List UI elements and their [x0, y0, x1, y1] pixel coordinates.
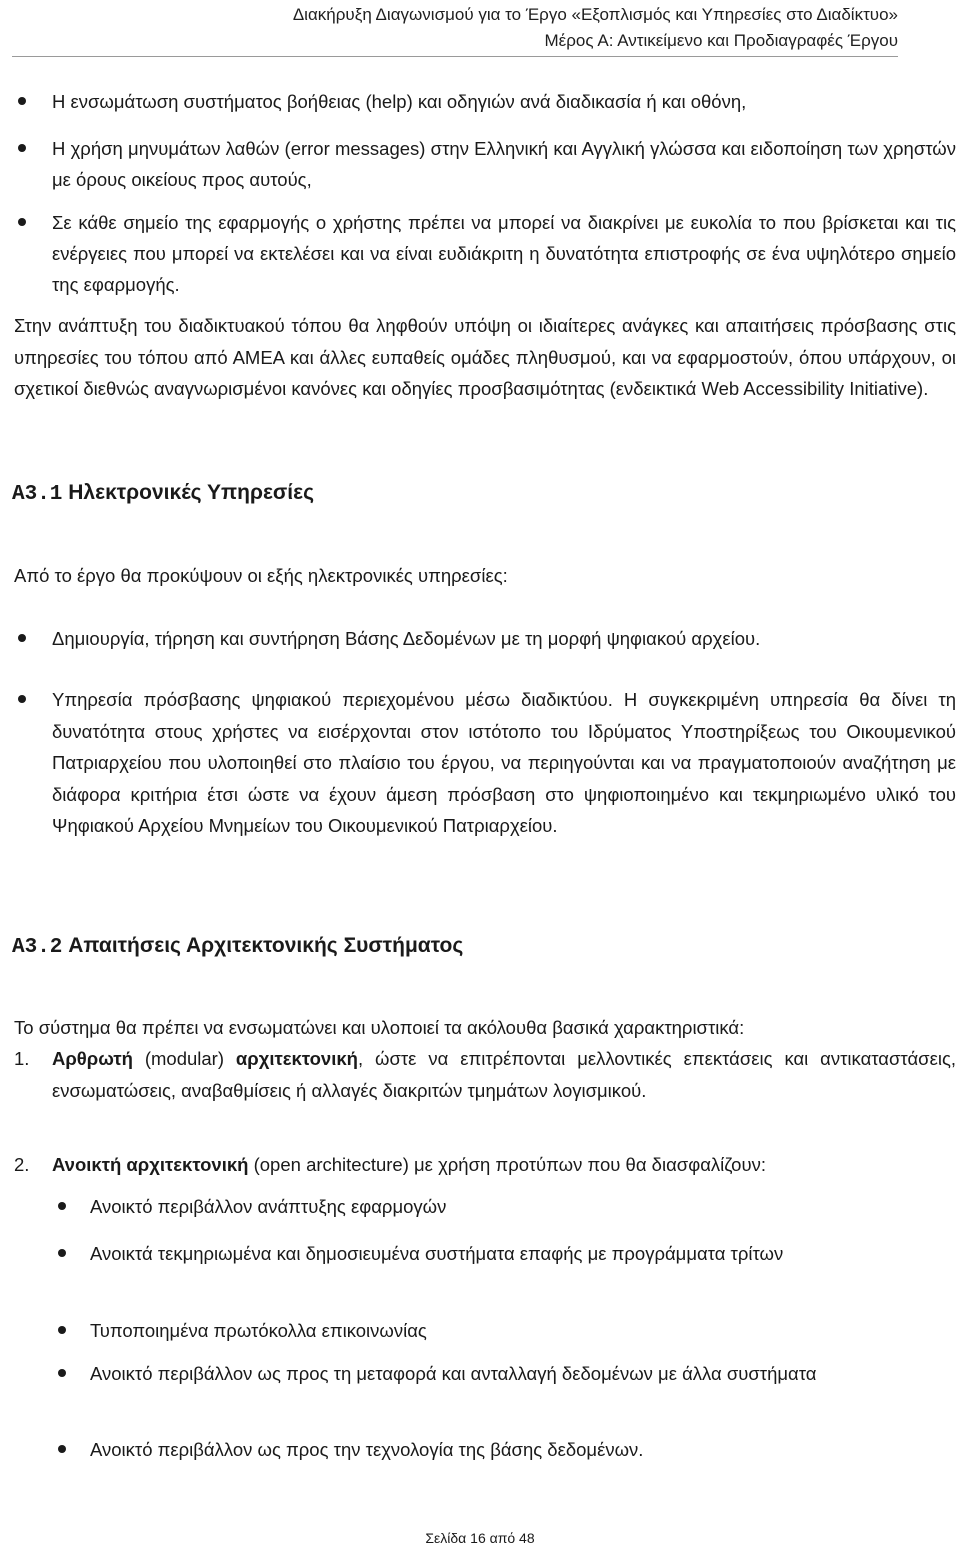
sub-bullet — [58, 1238, 956, 1269]
sub-bullet-text: Τυποποιημένα πρωτόκολλα επικοινωνίας — [90, 1320, 427, 1341]
section-heading-a31 — [12, 478, 314, 510]
sub-bullet — [58, 1315, 956, 1346]
header-subtitle: Μέρος Α: Αντικείμενο και Προδιαγραφές Έργου — [544, 31, 898, 50]
bullet-text: Η χρήση μηνυμάτων λαθών (error messages) στην Ελληνική και Αγγλική γλώσσα και ειδοποίηση των χρηστών με όρους οικείους προς αυτούς, — [52, 138, 956, 190]
header-title: Διακήρυξη Διαγωνισμού για το Έργο «Εξοπλισμός και Υπηρεσίες στο Διαδίκτυο» — [292, 5, 898, 24]
bullet-icon — [18, 218, 26, 226]
section-title: Ηλεκτρονικές Υπηρεσίες — [68, 481, 315, 504]
sub-bullet-text: Ανοικτό περιβάλλον ως προς τη μεταφορά και ανταλλαγή δεδομένων με άλλα συστήματα — [90, 1363, 817, 1384]
bullet-icon — [58, 1202, 66, 1210]
sub-bullet — [58, 1434, 956, 1465]
item-text-part: , ώστε να επιτρέπονται μελλοντικές επεκτάσεις και αντικαταστάσεις, ενσωματώσεις, αναβαθμίσεις ή αλλαγές διακριτών τμημάτων λογισμικού. — [52, 1048, 956, 1101]
section-number: A3.1 — [12, 483, 63, 506]
header-divider — [12, 56, 898, 57]
sub-bullet — [58, 1358, 956, 1389]
item-number: 2. — [14, 1154, 30, 1175]
numbered-item — [14, 1149, 956, 1181]
bullet-text: Δημιουργία, τήρηση και συντήρηση Βάσης Δεδομένων με τη μορφή ψηφιακού αρχείου. — [52, 628, 761, 649]
sub-bullet-text: Ανοικτό περιβάλλον ανάπτυξης εφαρμογών — [90, 1196, 447, 1217]
bullet-item — [14, 86, 956, 117]
numbered-item — [14, 1043, 956, 1106]
item-text-part: (open architecture) με χρήση προτύπων που θα διασφαλίζουν: — [248, 1154, 766, 1175]
sub-bullet — [58, 1191, 956, 1222]
item-text-part: (modular) — [132, 1048, 236, 1069]
item-number: 1. — [14, 1048, 30, 1069]
bullet-icon — [18, 695, 26, 703]
bullet-text: Σε κάθε σημείο της εφαρμογής ο χρήστης πρέπει να μπορεί να διακρίνει με ευκολία το που βρίσκεται και τις ενέργειες που μπορεί να εκτελέσει και να είναι ευδιάκριτη η δυνατότητα επιστροφής σε ένα υψηλότερο σημείο της εφαρμογής. — [52, 212, 956, 295]
bullet-icon — [58, 1249, 66, 1257]
bold-term: Αρθρωτή — [52, 1048, 133, 1069]
section-intro: Από το έργο θα προκύψουν οι εξής ηλεκτρονικές υπηρεσίες: — [14, 565, 508, 586]
bold-term: Ανοικτή αρχιτεκτονική — [52, 1154, 249, 1175]
page-header — [293, 2, 898, 54]
item-text — [52, 1149, 956, 1181]
bullet-icon — [18, 634, 26, 642]
bullet-item — [14, 207, 956, 300]
sub-bullet-text: Ανοικτό περιβάλλον ως προς την τεχνολογία της βάσης δεδομένων. — [90, 1439, 644, 1460]
bullet-item — [14, 133, 956, 195]
service-bullet — [14, 684, 956, 842]
service-bullet — [14, 623, 956, 654]
bullet-text: Η ενσωμάτωση συστήματος βοήθειας (help) και οδηγιών ανά διαδικασία ή και οθόνη, — [52, 91, 747, 112]
section-title: Απαιτήσεις Αρχιτεκτονικής Συστήματος — [68, 934, 464, 957]
bullet-icon — [18, 97, 26, 105]
section-heading-a32 — [12, 931, 463, 963]
section-number: A3.2 — [12, 936, 63, 959]
bullet-text: Υπηρεσία πρόσβασης ψηφιακού περιεχομένου μέσω διαδικτύου. Η συγκεκριμένη υπηρεσία θα δίνει τη δυνατότητα στους χρήστες να εισέρχονται στον ιστότοπο του Ιδρύματος Υποστηρίξεως του Οικουμενικού Πατριαρχείου που υλοποιηθεί στο πλαίσιο του έργου, να περιηγούνται και να πραγματοποιούν αναζήτηση με διάφορα κριτήρια έτσι ώστε να έχουν άμεση πρόσβαση στο ψηφιοποιημένο και τεκμηριωμένο υλικό του Ψηφιακού Αρχείου Μνημείων του Οικουμενικού Πατριαρχείου. — [52, 689, 956, 836]
bold-term: αρχιτεκτονική — [235, 1048, 358, 1069]
accessibility-paragraph: Στην ανάπτυξη του διαδικτυακού τόπου θα ληφθούν υπόψη οι ιδιαίτερες ανάγκες και απαιτήσεις πρόσβασης στις υπηρεσίες του τόπου από ΑΜΕΑ και άλλες ευπαθείς ομάδες πληθυσμού, και να εφαρμοστούν, όπου υπάρχουν, οι σχετικοί διεθνώς αναγνωρισμένοι κανόνες και οδηγίες προσβασιμότητας (ενδεικτικά Web Accessibility Initiative). — [14, 315, 956, 399]
bullet-icon — [58, 1326, 66, 1334]
page-number: Σελίδα 16 από 48 — [425, 1530, 535, 1546]
bullet-icon — [18, 144, 26, 152]
section-intro: Το σύστημα θα πρέπει να ενσωματώνει και υλοποιεί τα ακόλουθα βασικά χαρακτηριστικά: — [14, 1017, 745, 1038]
bullet-icon — [58, 1445, 66, 1453]
sub-bullet-text: Ανοικτά τεκμηριωμένα και δημοσιευμένα συστήματα επαφής με προγράμματα τρίτων — [90, 1243, 784, 1264]
bullet-icon — [58, 1369, 66, 1377]
item-text — [52, 1043, 956, 1106]
